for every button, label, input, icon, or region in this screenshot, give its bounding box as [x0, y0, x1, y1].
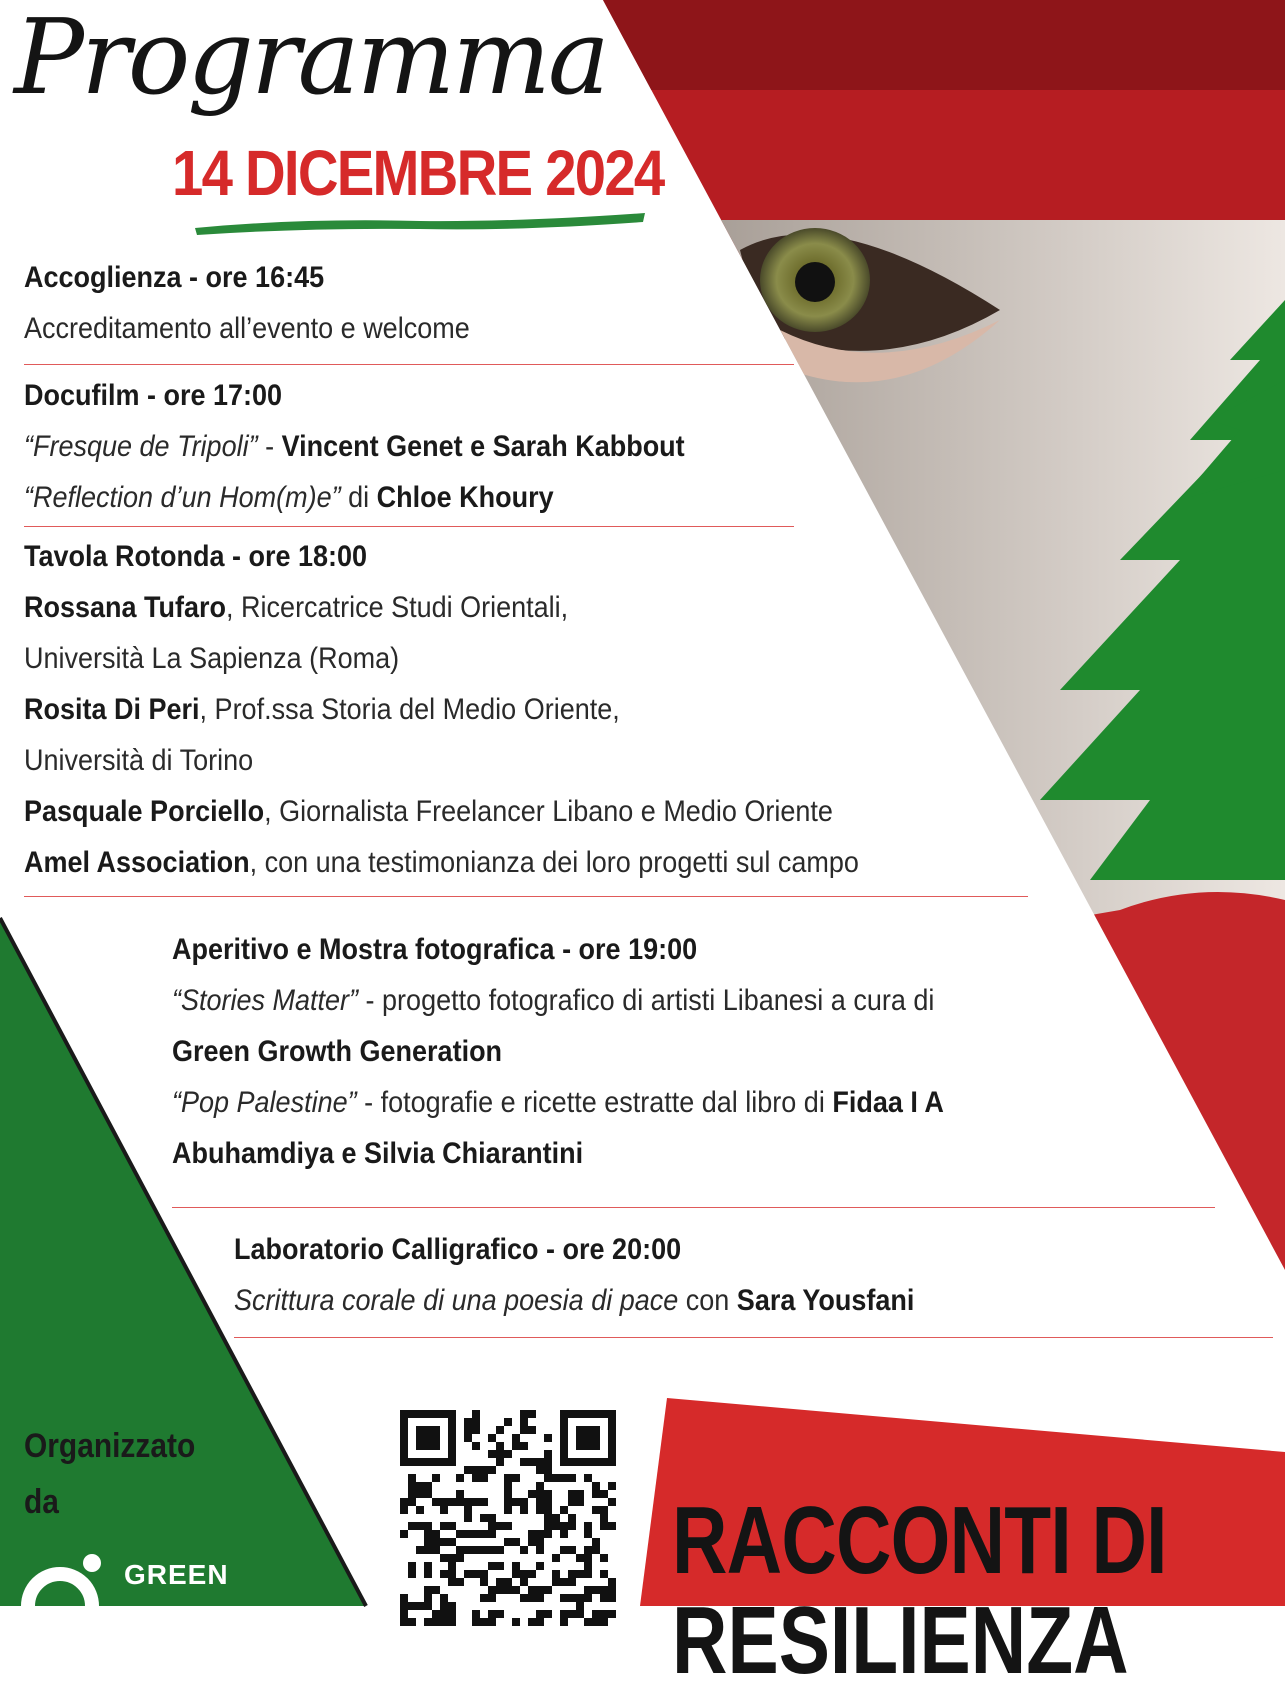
section-accoglienza [24, 252, 519, 354]
lab-author: Sara Yousfani [736, 1284, 915, 1317]
speaker-role: , Ricercatrice Studi Orientali, [226, 591, 569, 624]
film-title: “Fresque de Tripoli” [24, 430, 258, 463]
page-title: Programma [14, 0, 607, 118]
film-authors: Chloe Khoury [376, 481, 554, 514]
speaker-line [24, 786, 859, 837]
speaker-role-cont: Università di Torino [24, 744, 254, 777]
section-docufilm [24, 370, 758, 523]
divider [24, 526, 794, 527]
logo-text: GREEN [124, 1559, 229, 1590]
divider [172, 1207, 1215, 1208]
lab-separator: con [678, 1284, 737, 1317]
section-title: Laboratorio Calligrafico - ore 20:00 [234, 1233, 682, 1266]
speaker-name: Pasquale Porciello [24, 795, 265, 828]
film-separator: - [257, 430, 282, 463]
divider [24, 896, 1028, 897]
film-separator: di [340, 481, 377, 514]
qr-code[interactable] [400, 1410, 616, 1606]
event-date: 14 DICEMBRE 2024 [172, 137, 664, 209]
exhibit-desc: - progetto fotografico di artisti Libanesi a cura di [358, 984, 935, 1017]
lab-desc: Scrittura corale di una poesia di pace [234, 1284, 679, 1317]
banner-title: RACCONTI DI [672, 1487, 1167, 1594]
section-aperitivo [172, 924, 1030, 1179]
section-tavola-rotonda [24, 531, 952, 888]
speaker-name: Rossana Tufaro [24, 591, 227, 624]
speaker-line [24, 684, 859, 735]
exhibit-line [172, 975, 944, 1026]
film-authors: Vincent Genet e Sarah Kabbout [281, 430, 685, 463]
speaker-name: Amel Association [24, 846, 250, 879]
speaker-role: , Giornalista Freelancer Libano e Medio Oriente [264, 795, 833, 828]
section-title: Aperitivo e Mostra fotografica - ore 19:00 [172, 933, 698, 966]
section-desc: Accreditamento all’evento e welcome [24, 312, 470, 345]
lab-line [234, 1275, 914, 1326]
divider [24, 364, 794, 365]
exhibit-title: “Stories Matter” [172, 984, 359, 1017]
banner-title-cont: RESILIENZA [672, 1587, 1129, 1694]
exhibit-authors: Fidaa I A [832, 1086, 944, 1119]
exhibit-authors-cont: Abuhamdiya e Silvia Chiarantini [172, 1137, 584, 1170]
speaker-name: Rosita Di Peri [24, 693, 200, 726]
brush-underline [195, 213, 645, 235]
speaker-role: , con una testimonianza dei loro progetti sul campo [249, 846, 859, 879]
organized-by [24, 1418, 195, 1530]
section-title: Docufilm - ore 17:00 [24, 379, 283, 412]
film-title: “Reflection d’un Hom(m)e” [24, 481, 341, 514]
speaker-line [24, 837, 859, 888]
exhibit-line [172, 1077, 944, 1128]
section-title: Accoglienza - ore 16:45 [24, 261, 325, 294]
section-title: Tavola Rotonda - ore 18:00 [24, 540, 368, 573]
speaker-line [24, 582, 859, 633]
exhibit-org: Green Growth Generation [172, 1035, 503, 1068]
speaker-role: , Prof.ssa Storia del Medio Oriente, [199, 693, 620, 726]
divider [234, 1337, 1273, 1338]
speaker-role-cont: Università La Sapienza (Roma) [24, 642, 400, 675]
film-line [24, 421, 685, 472]
film-line [24, 472, 685, 523]
exhibit-title: “Pop Palestine” [172, 1086, 357, 1119]
organized-line: da [24, 1483, 59, 1521]
organized-line: Organizzato [24, 1427, 196, 1465]
section-laboratorio [234, 1224, 990, 1326]
exhibit-desc: - fotografie e ricette estratte dal libro di [356, 1086, 833, 1119]
